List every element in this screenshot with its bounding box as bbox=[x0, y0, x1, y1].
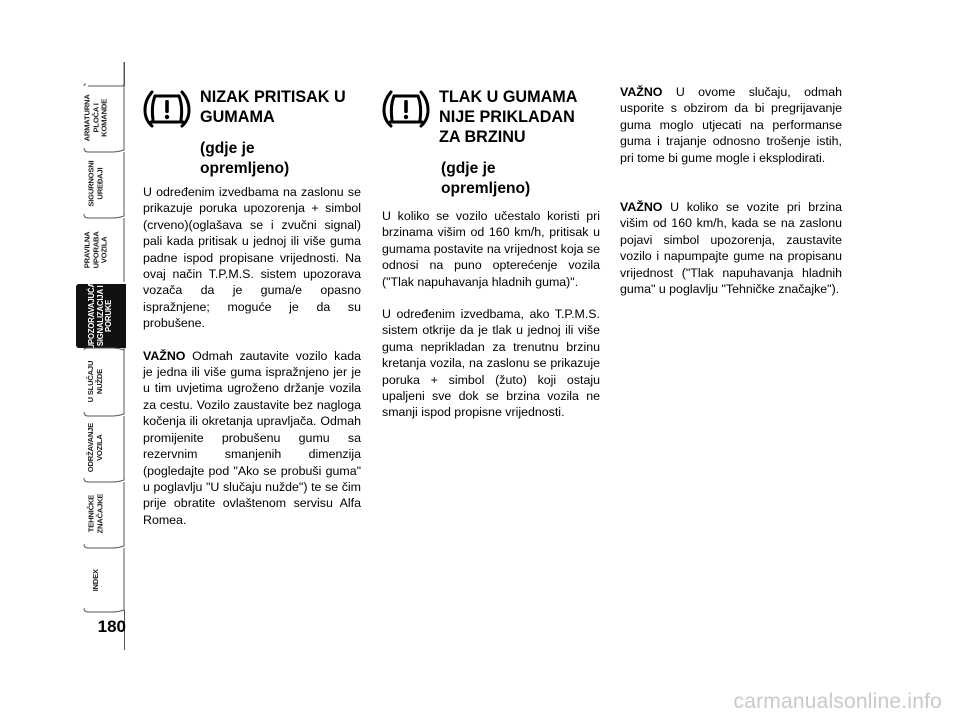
tab-index[interactable] bbox=[68, 548, 124, 612]
tab-u-slucaju-nuzde[interactable] bbox=[68, 350, 124, 414]
page-number: 180 bbox=[97, 617, 126, 636]
tab-label: ODRŽAVANJE VOZILA bbox=[86, 423, 104, 473]
tab-label: ARMATURNA PLOČA I KOMANDE bbox=[82, 94, 109, 142]
tab-label: INDEX bbox=[90, 568, 100, 592]
tab-label: U SLUČAJU NUŽDE bbox=[86, 361, 104, 403]
tab-armaturna-ploca[interactable] bbox=[68, 86, 124, 150]
important-label: VAŽNO bbox=[620, 200, 663, 215]
column-low-pressure bbox=[143, 84, 361, 528]
tab-odrzavanje-vozila[interactable] bbox=[68, 416, 124, 480]
section-heading bbox=[143, 84, 361, 184]
tire-pressure-warning-icon bbox=[382, 86, 430, 132]
paragraph: U određenim izvedbama na zaslonu se prikazuje poruka upozorenja + simbol (crveno)(oglašava se i zvučni signal) pali kada pritisak u jednoj ili više guma padne ispod propisane vrijednosti. Na ovaj način T.P.M.S. sistem upozorava vozača da je guma/e opasno ispražnjene; moguće je da su probušene. bbox=[143, 185, 361, 331]
paragraph: U određenim izvedbama, ako T.P.M.S. sistem otkrije da je tlak u jednoj ili više guma neprikladan za trenutnu brzinu kretanja vozila, na zaslonu se prikazuje poruka + simbol (žuto) koji ostaju upaljeni sve dok se brzina vozila ne smanji ispod propisne vrijednosti. bbox=[382, 307, 600, 420]
important-label: VAŽNO bbox=[143, 348, 186, 363]
section-subtitle: (gdje je opremljeno) bbox=[441, 160, 531, 197]
paragraph-text: Odmah zautavite vozilo kada je jedna ili više guma ispražnjeno jer je u tim uvjetima ugroženo držanje vozila za cestu. Vozilo zaustavite bez nagloga kočenja ili okretanja upravljača. Odmah promijenite probušenu gumu sa rezervnim smanjenih dimenzija (pogledajte pod "Ako se probuši guma" u poglavlju "U slučaju nužde") te se čim prije obratite ovlaštenom servisu Alfa Romea. bbox=[143, 348, 361, 527]
paragraph-important bbox=[620, 84, 842, 166]
tab-label: TEHNIČKE ZNAČAJKE bbox=[86, 494, 104, 534]
column-important-notes bbox=[620, 84, 842, 297]
paragraph-important bbox=[143, 348, 361, 528]
paragraph-important bbox=[620, 199, 842, 297]
column-pressure-speed bbox=[382, 84, 600, 421]
section-heading bbox=[382, 84, 600, 208]
chapter-tabs bbox=[0, 0, 130, 720]
tab-upozoravajuca-signalizacija[interactable] bbox=[76, 284, 126, 348]
section-subtitle: (gdje je opremljeno) bbox=[200, 140, 290, 177]
watermark: carmanualsonline.info bbox=[733, 690, 942, 713]
paragraph-text: U ovome slučaju, odmah usporite s obzirom da bi pregrijavanje guma moglo utjecati na performanse guma i trajanje odnosno trošenje istih, pri tome bi gume mogle i eksplodirati. bbox=[620, 85, 842, 165]
tab-pravilna-uporaba[interactable] bbox=[68, 218, 124, 282]
tab-label: PRAVILNA UPORABA VOZILA bbox=[82, 231, 109, 269]
important-label: VAŽNO bbox=[620, 85, 663, 99]
tab-label: UPOZORAVAJUĆA SIGNALIZACIJA I PORUKE bbox=[87, 282, 114, 350]
tire-pressure-warning-icon bbox=[143, 86, 191, 132]
tab-sigurnosni-uredaji[interactable] bbox=[68, 152, 124, 216]
tab-border-line bbox=[124, 62, 125, 86]
section-title: NIZAK PRITISAK U GUMAMA bbox=[200, 88, 346, 126]
paragraph: U koliko se vozilo učestalo koristi pri brzinama višim od 160 km/h, pritisak u gumama postavite na vrijednost koja se odnosi na puno opterećenje vozila ("Tlak napuhavanja hladnih guma)". bbox=[382, 209, 600, 289]
tab-tehnicke-znacajke[interactable] bbox=[68, 482, 124, 546]
paragraph-text: U koliko se vozite pri brzina višim od 160 km/h, kada se na zaslonu pojavi simbol upozorenja, zaustavite vozilo i napumpajte gume na propisanu vrijednost ("Tlak napuhavanja hladnih guma" u poglavlju "Tehničke značajke"). bbox=[620, 200, 842, 297]
section-title: TLAK U GUMAMA NIJE PRIKLADAN ZA BRZINU bbox=[439, 88, 578, 146]
tab-label: SIGURNOSNI UREĐAJI bbox=[86, 160, 104, 208]
